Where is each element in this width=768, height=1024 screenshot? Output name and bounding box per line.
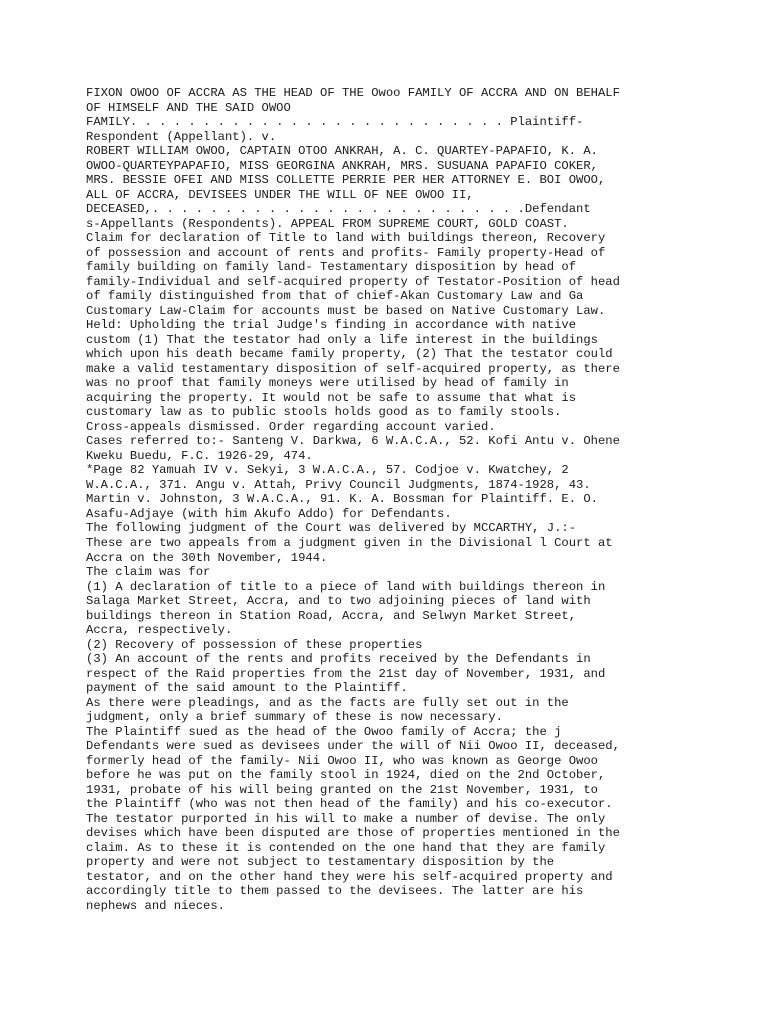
- text-line: which upon his death became family property, (2) That the testator could: [86, 347, 613, 362]
- text-line: of family distinguished from that of chief-Akan Customary Law and Ga: [86, 289, 584, 304]
- text-line: *Page 82 Yamuah IV v. Sekyi, 3 W.A.C.A., 57. Codjoe v. Kwatchey, 2: [86, 463, 569, 478]
- text-line: Kweku Buedu, F.C. 1926-29, 474.: [86, 448, 313, 463]
- text-line: ALL OF ACCRA, DEVISEES UNDER THE WILL OF NEE OWOO II,: [86, 187, 474, 202]
- text-line: accordingly title to them passed to the devisees. The latter are his: [86, 884, 584, 899]
- text-line: Held: Upholding the trial Judge's finding in accordance with native: [86, 318, 577, 333]
- text-line: Customary Law-Claim for accounts must be based on Native Customary Law.: [86, 303, 606, 318]
- text-line: before he was put on the family stool in 1924, died on the 2nd October,: [86, 768, 606, 783]
- text-line: (1) A declaration of title to a piece of land with buildings thereon in: [86, 579, 606, 594]
- text-line: DECEASED,. . . . . . . . . . . . . . . . . . . . . . . . . .Defendant: [86, 202, 591, 217]
- text-line: OWOO-QUARTEYPAPAFIO, MISS GEORGINA ANKRAH, MRS. SUSUANA PAPAFIO COKER,: [86, 158, 598, 173]
- text-line: The claim was for: [86, 565, 211, 580]
- text-line: Defendants were sued as devisees under the will of Nii Owoo II, deceased,: [86, 739, 620, 754]
- text-line: FAMILY. . . . . . . . . . . . . . . . . . . . . . . . . . Plaintiff-: [86, 115, 584, 130]
- text-line: custom (1) That the testator had only a life interest in the buildings: [86, 332, 598, 347]
- text-line: acquiring the property. It would not be safe to assume that what is: [86, 390, 577, 405]
- text-line: Cases referred to:- Santeng V. Darkwa, 6 W.A.C.A., 52. Kofi Antu v. Ohene: [86, 434, 620, 449]
- text-line: These are two appeals from a judgment given in the Divisional l Court at: [86, 535, 613, 550]
- text-line: customary law as to public stools holds good as to family stools.: [86, 405, 562, 420]
- text-line: s-Appellants (Respondents). APPEAL FROM SUPREME COURT, GOLD COAST.: [86, 216, 569, 231]
- text-line: payment of the said amount to the Plaintiff.: [86, 681, 408, 696]
- text-line: the Plaintiff (who was not then head of the family) and his co-executor.: [86, 797, 613, 812]
- text-line: The Plaintiff sued as the head of the Owoo family of Accra; the j: [86, 724, 562, 739]
- text-line: was no proof that family moneys were utilised by head of family in: [86, 376, 569, 391]
- text-line: formerly head of the family- Nii Owoo II, who was known as George Owoo: [86, 753, 598, 768]
- text-line: Cross-appeals dismissed. Order regarding account varied.: [86, 419, 496, 434]
- text-line: 1931, probate of his will being granted on the 21st November, 1931, to: [86, 782, 598, 797]
- text-line: OF HIMSELF AND THE SAID OWOO: [86, 100, 291, 115]
- text-line: Asafu-Adjaye (with him Akufo Addo) for Defendants.: [86, 506, 452, 521]
- text-line: make a valid testamentary disposition of self-acquired property, as there: [86, 361, 620, 376]
- text-line: judgment, only a brief summary of these is now necessary.: [86, 710, 503, 725]
- text-line: family-Individual and self-acquired property of Testator-Position of head: [86, 274, 620, 289]
- text-line: (3) An account of the rents and profits received by the Defendants in: [86, 652, 591, 667]
- text-line: ROBERT WILLIAM OWOO, CAPTAIN OTOO ANKRAH, A. C. QUARTEY-PAPAFIO, K. A.: [86, 144, 598, 159]
- text-line: (2) Recovery of possession of these properties: [86, 637, 423, 652]
- text-line: of possession and account of rents and profits- Family property-Head of: [86, 245, 606, 260]
- text-line: FIXON OWOO OF ACCRA AS THE HEAD OF THE Owoo FAMILY OF ACCRA AND ON BEHALF: [86, 86, 620, 100]
- text-line: As there were pleadings, and as the facts are fully set out in the: [86, 695, 569, 710]
- text-line: Accra on the 30th November, 1944.: [86, 550, 328, 565]
- text-line: The following judgment of the Court was delivered by MCCARTHY, J.:-: [86, 521, 577, 536]
- text-line: nephews and nieces.: [86, 898, 225, 913]
- text-line: Salaga Market Street, Accra, and to two adjoining pieces of land with: [86, 594, 591, 609]
- text-line: W.A.C.A., 371. Angu v. Attah, Privy Council Judgments, 1874-1928, 43.: [86, 477, 591, 492]
- text-line: property and were not subject to testamentary disposition by the: [86, 855, 555, 870]
- text-line: Accra, respectively.: [86, 623, 233, 638]
- text-line: MRS. BESSIE OFEI AND MISS COLLETTE PERRIE PER HER ATTORNEY E. BOI OWOO,: [86, 173, 606, 188]
- text-line: respect of the Raid properties from the 21st day of November, 1931, and: [86, 666, 606, 681]
- text-line: claim. As to these it is contended on the one hand that they are family: [86, 840, 606, 855]
- text-line: devises which have been disputed are those of properties mentioned in the: [86, 826, 620, 841]
- text-line: family building on family land- Testamentary disposition by head of: [86, 260, 577, 275]
- text-line: Martin v. Johnston, 3 W.A.C.A., 91. K. A. Bossman for Plaintiff. E. O.: [86, 492, 598, 507]
- text-line: testator, and on the other hand they were his self-acquired property and: [86, 869, 613, 884]
- document-body: [86, 86, 686, 913]
- text-line: The testator purported in his will to make a number of devise. The only: [86, 811, 606, 826]
- text-line: Respondent (Appellant). v.: [86, 129, 277, 144]
- text-line: Claim for declaration of Title to land with buildings thereon, Recovery: [86, 231, 606, 246]
- text-line: buildings thereon in Station Road, Accra, and Selwyn Market Street,: [86, 608, 577, 623]
